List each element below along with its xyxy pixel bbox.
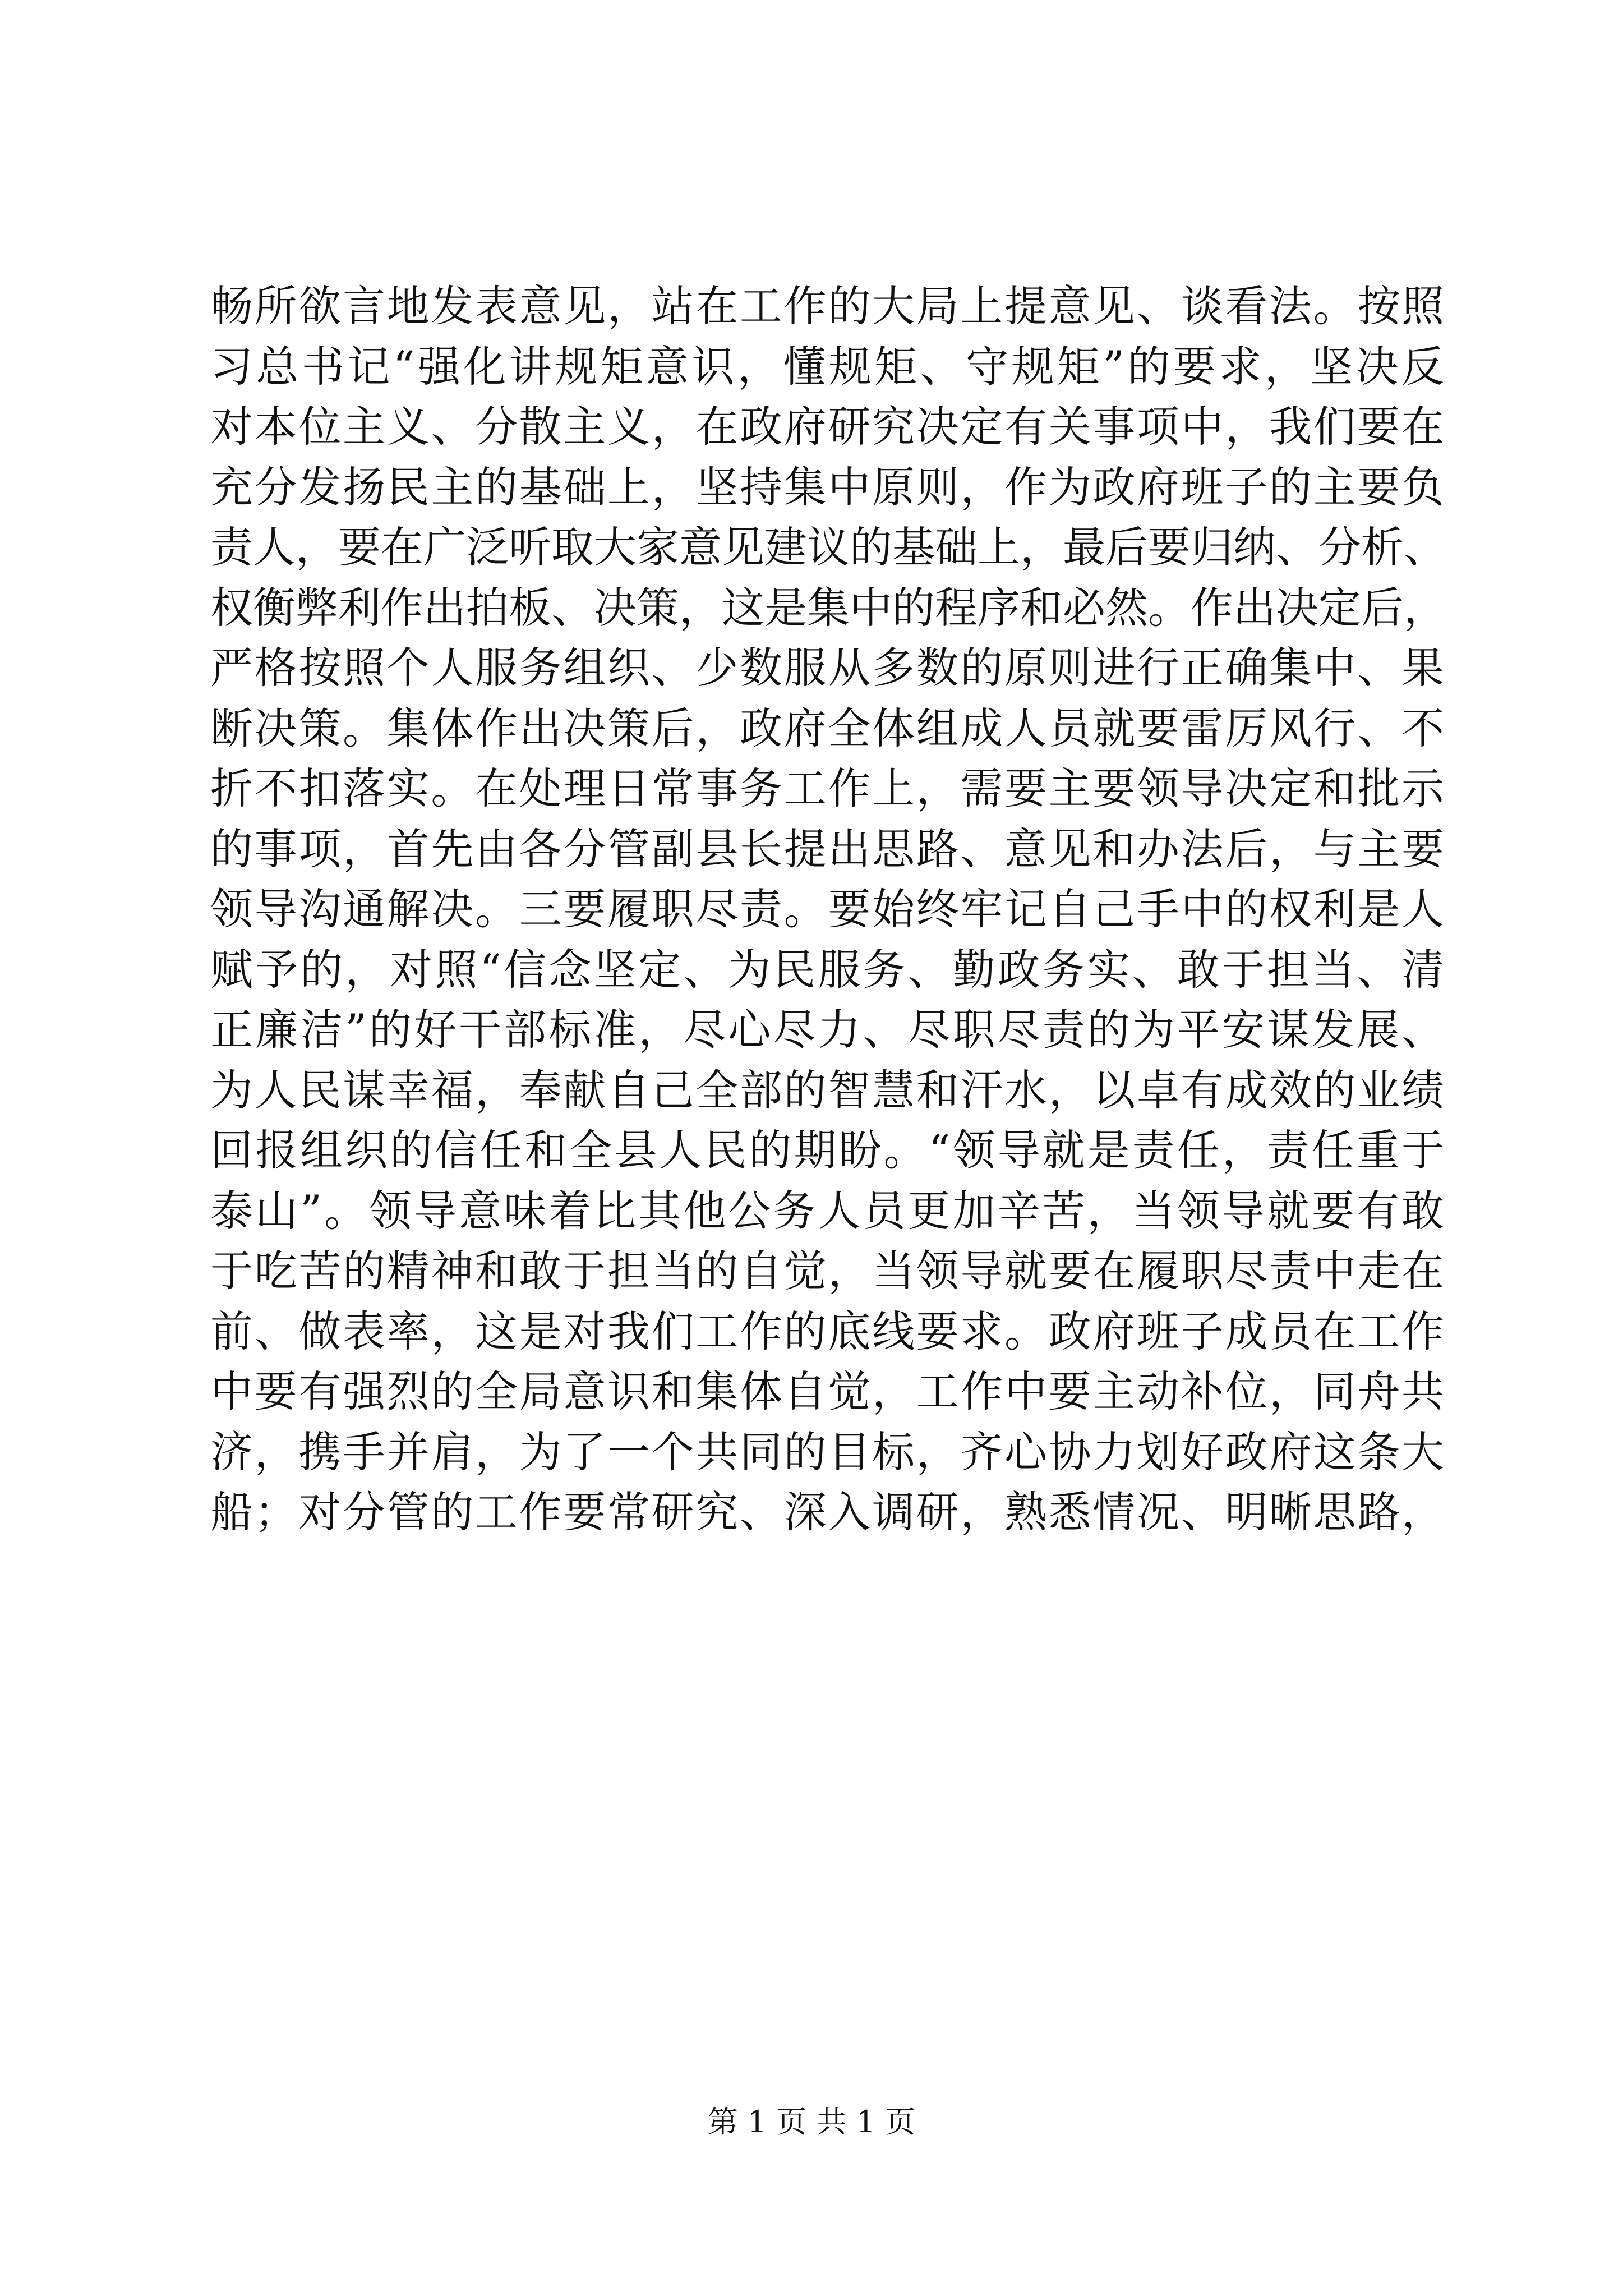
text-line: 于吃苦的精神和敢于担当的自觉，当领导就要在履职尽责中走在: [210, 1246, 1444, 1296]
text-line: 习总书记“强化讲规矩意识，懂规矩、守规矩”的要求，坚决反: [210, 341, 1444, 392]
text-line: 为人民谋幸福，奉献自己全部的智慧和汗水，以卓有成效的业绩: [210, 1065, 1444, 1115]
text-line: 严格按照个人服务组织、少数服从多数的原则进行正确集中、果: [210, 643, 1444, 693]
text-line: 折不扣落实。在处理日常事务工作上，需要主要领导决定和批示: [210, 763, 1444, 813]
text-line: 畅所欲言地发表意见，站在工作的大局上提意见、谈看法。按照: [210, 281, 1444, 331]
text-line: 领导沟通解决。三要履职尽责。要始终牢记自己手中的权利是人: [210, 884, 1444, 934]
text-line: 对本位主义、分散主义，在政府研究决定有关事项中，我们要在: [210, 402, 1444, 452]
text-line: 权衡弊利作出拍板、决策，这是集中的程序和必然。作出决定后，: [210, 582, 1446, 633]
body-text: [210, 276, 1444, 1543]
text-line: 赋予的，对照“信念坚定、为民服务、勤政务实、敢于担当、清: [210, 944, 1444, 995]
text-line: 前、做表率，这是对我们工作的底线要求。政府班子成员在工作: [210, 1306, 1444, 1356]
text-line: 责人，要在广泛听取大家意见建议的基础上，最后要归纳、分析、: [210, 522, 1446, 572]
text-line: 船；对分管的工作要常研究、深入调研，熟悉情况、明晰思路，: [210, 1487, 1444, 1537]
text-line: 回报组织的信任和全县人民的期盼。“领导就是责任，责任重于: [210, 1125, 1444, 1175]
text-line: 充分发扬民主的基础上，坚持集中原则，作为政府班子的主要负: [210, 462, 1444, 512]
text-line: 正廉洁”的好干部标准，尽心尽力、尽职尽责的为平安谋发展、: [210, 1005, 1444, 1055]
text-line: 泰山”。领导意味着比其他公务人员更加辛苦，当领导就要有敢: [210, 1185, 1444, 1236]
text-line: 济，携手并肩，为了一个共同的目标，齐心协力划好政府这条大: [210, 1427, 1444, 1477]
page-footer: 第 1 页 共 1 页: [707, 2104, 916, 2139]
text-line: 中要有强烈的全局意识和集体自觉，工作中要主动补位，同舟共: [210, 1366, 1444, 1416]
text-line: 断决策。集体作出决策后，政府全体组成人员就要雷厉风行、不: [210, 703, 1444, 753]
text-line: 的事项，首先由各分管副县长提出思路、意见和办法后，与主要: [210, 823, 1444, 874]
